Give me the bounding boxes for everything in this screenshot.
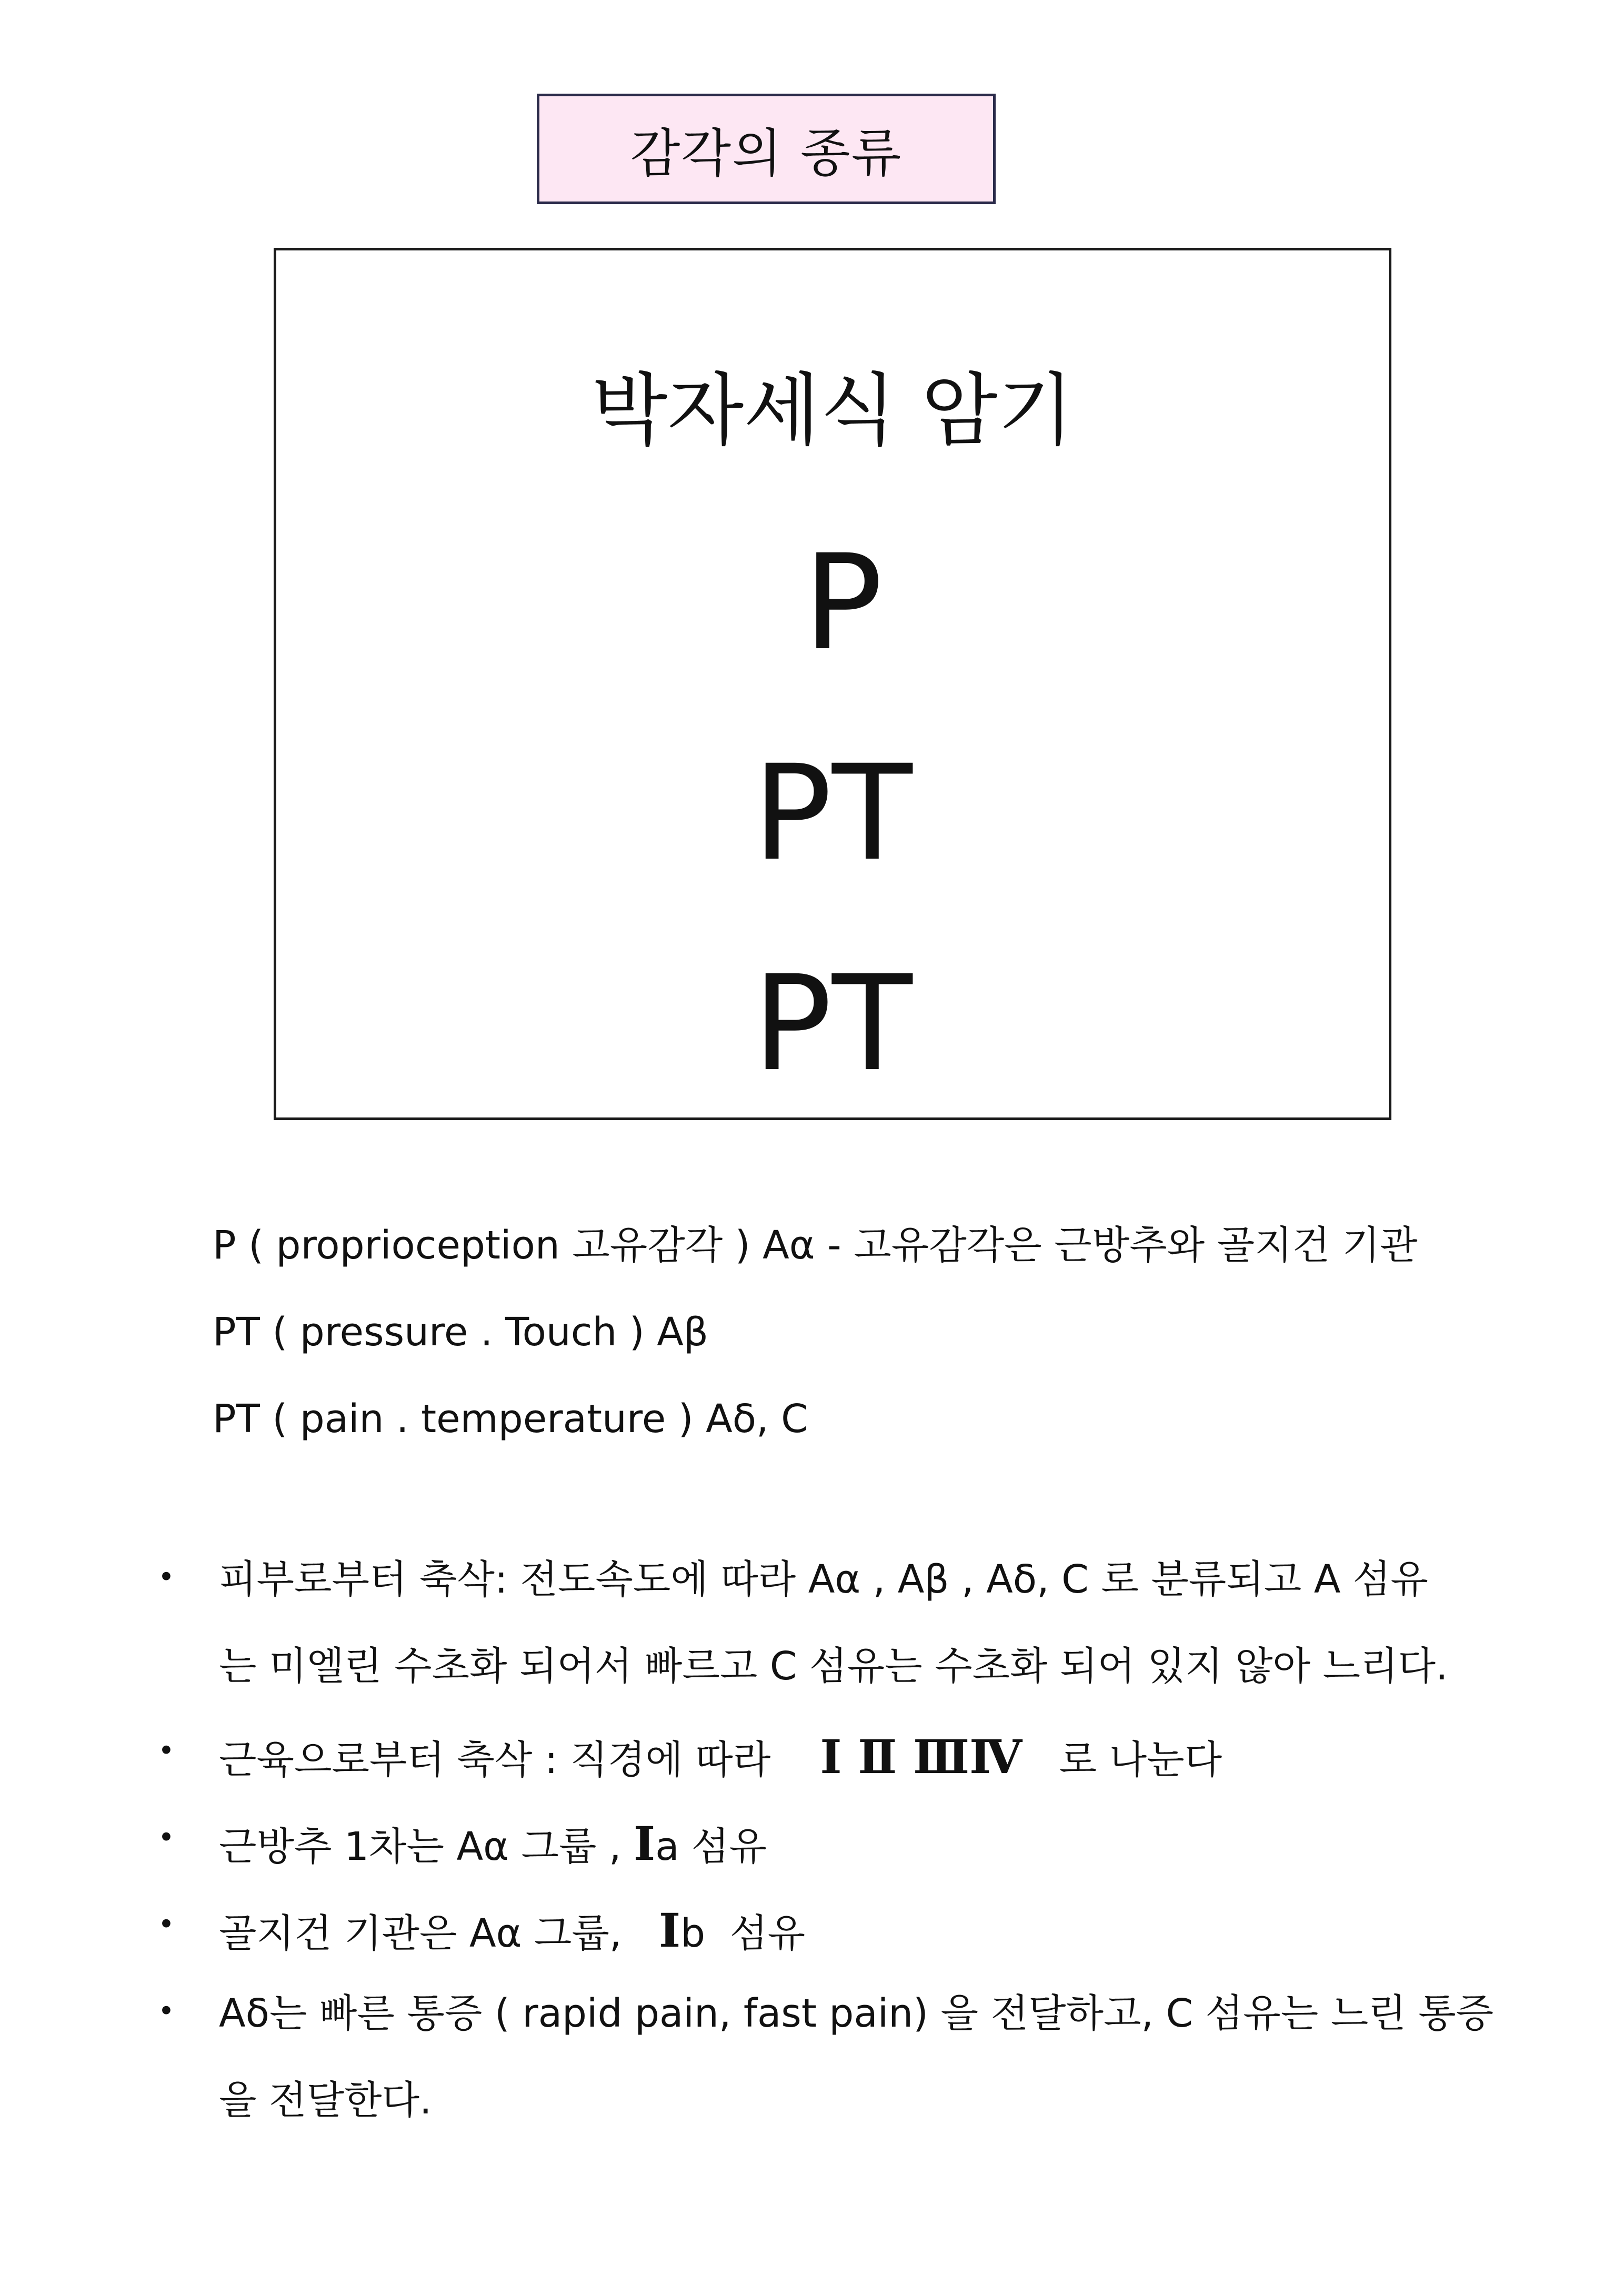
bullet-text (219, 1903, 1452, 1994)
bullet-text (219, 1729, 1452, 1820)
bullet-marker: • (158, 1734, 175, 1767)
bullet-text: Aδ는 빠른 통증 ( rapid pain, fast pain) 을 전달하고, C 섬유는 느린 통증 (219, 1991, 1494, 2036)
bullet-text: 는 미엘린 수초화 되어서 빠르고 C 섬유는 수초화 되어 있지 않아 느리다. (219, 1644, 1448, 1689)
bullet-marker: • (158, 1995, 175, 2028)
bullet-text: 을 전달한다. (219, 2078, 432, 2123)
bullet-text (219, 1816, 1452, 1907)
bullet-marker: • (158, 1821, 175, 1854)
memo-line-pt-2: PT (753, 947, 913, 1100)
bullet-text-before: 근육으로부터 축삭 : 직경에 따라 (219, 1737, 820, 1783)
memo-line-pt-1: PT (753, 737, 913, 890)
roman-numeral: Ⅰ (658, 1903, 681, 1958)
bullet-item (158, 1557, 1452, 1734)
title-box (537, 94, 996, 204)
summary-line: PT ( pressure . Touch ) Aβ (213, 1310, 709, 1355)
roman-numerals: Ⅰ Ⅱ ⅢⅣ (820, 1729, 1022, 1784)
bullet-item (158, 1816, 1452, 1907)
roman-numeral: Ⅰ (634, 1816, 656, 1871)
bullet-text-before: 근방추 1차는 Aα 그룹 , (219, 1824, 634, 1869)
bullet-marker: • (158, 1560, 175, 1594)
bullet-text-after: 로 나눈다 (1022, 1737, 1222, 1783)
bullet-text-after: b 섬유 (680, 1911, 806, 1956)
bullet-text-after: a 섬유 (655, 1824, 767, 1869)
bullet-item (158, 1991, 1494, 2168)
memo-box (274, 248, 1391, 1120)
bullet-text: 피부로부터 축삭: 전도속도에 따라 Aα , Aβ , Aδ, C 로 분류되고 A 섬유 (219, 1557, 1428, 1602)
document-title: 감각의 종류 (630, 123, 903, 184)
summary-line: PT ( pain . temperature ) Aδ, C (213, 1396, 808, 1442)
memo-heading: 박자세식 암기 (591, 365, 1074, 457)
bullet-text-before: 골지건 기관은 Aα 그룹, (219, 1911, 659, 1956)
bullet-marker: • (158, 1908, 175, 1941)
bullet-item (158, 1729, 1452, 1820)
summary-line: P ( proprioception 고유감각 ) Aα - 고유감각은 근방추와 골지건 기관 (213, 1223, 1418, 1268)
summary-list (213, 1223, 1418, 1486)
bullet-item (158, 1903, 1452, 1994)
bullet-list (158, 1557, 1494, 2168)
memo-line-p: P (803, 526, 883, 679)
